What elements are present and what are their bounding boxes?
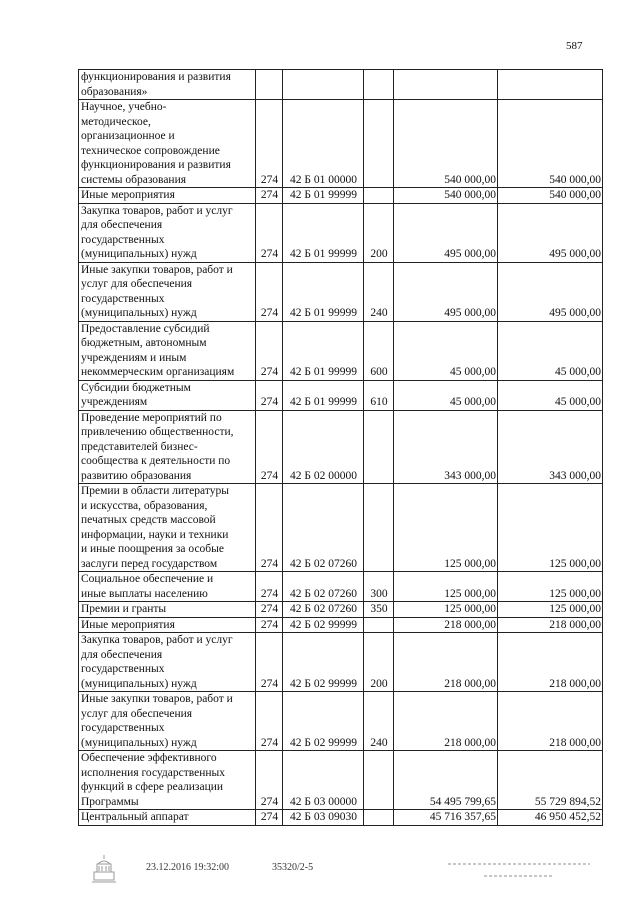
- expense-type-code: [364, 188, 394, 204]
- row-name: [79, 70, 256, 100]
- row-name-line: для обеспечения: [81, 219, 163, 231]
- target-article-code: 42 Б 03 00000: [283, 751, 364, 810]
- row-name-line: учреждениям и иным: [81, 351, 187, 364]
- amount-year-2: 45 000,00: [498, 380, 603, 410]
- department-code: 274: [256, 751, 283, 810]
- row-name-line: Премии и гранты: [81, 603, 167, 615]
- target-article-code: [283, 70, 364, 100]
- row-name: [79, 262, 256, 321]
- row-name-line: развитию образования: [81, 469, 192, 482]
- department-code: [256, 70, 283, 100]
- target-article-code: 42 Б 02 07260: [283, 602, 364, 618]
- expense-type-code: [364, 751, 394, 810]
- budget-table-body: [79, 70, 603, 826]
- amount-year-1: 125 000,00: [394, 602, 498, 618]
- faded-stamp-icon: [444, 856, 594, 886]
- footer-date: 23.12.2016 19:32:00: [146, 862, 230, 873]
- row-name-line: Закупка товаров, работ и услуг: [81, 204, 233, 217]
- table-row: [79, 810, 603, 826]
- department-code: 274: [256, 262, 283, 321]
- table-row: [79, 572, 603, 602]
- expense-type-code: 200: [364, 203, 394, 262]
- amount-year-1: 218 000,00: [394, 692, 498, 751]
- department-code: 274: [256, 572, 283, 602]
- amount-year-2: 218 000,00: [498, 617, 603, 633]
- amount-year-1: 54 495 799,65: [394, 751, 498, 810]
- amount-year-2: [498, 70, 603, 100]
- row-name-line: государственных: [81, 233, 165, 246]
- row-name-line: (муниципальных) нужд: [81, 736, 197, 749]
- amount-year-2: 495 000,00: [498, 203, 603, 262]
- amount-year-1: 45 716 357,65: [394, 810, 498, 826]
- amount-year-1: 540 000,00: [394, 100, 498, 188]
- row-name: [79, 321, 256, 380]
- row-name-line: исполнения государственных: [81, 766, 226, 779]
- target-article-code: 42 Б 01 99999: [283, 262, 364, 321]
- amount-year-1: 45 000,00: [394, 321, 498, 380]
- row-name-line: сообщества к деятельности по: [81, 455, 231, 467]
- target-article-code: 42 Б 02 07260: [283, 572, 364, 602]
- row-name-line: Предоставление субсидий: [81, 322, 210, 335]
- row-name-line: представителей бизнес-: [81, 440, 198, 453]
- department-code: 274: [256, 203, 283, 262]
- amount-year-1: 218 000,00: [394, 617, 498, 633]
- row-name-line: Проведение мероприятий по: [81, 411, 222, 424]
- amount-year-1: 540 000,00: [394, 188, 498, 204]
- table-row: [79, 484, 603, 572]
- row-name-line: учреждениям: [81, 396, 148, 408]
- amount-year-1: 45 000,00: [394, 380, 498, 410]
- amount-year-2: 540 000,00: [498, 188, 603, 204]
- row-name-line: функций в сфере реализации: [81, 781, 224, 793]
- table-row: [79, 633, 603, 692]
- row-name-line: привлечению общественности,: [81, 426, 234, 438]
- row-name-line: системы образования: [81, 173, 187, 186]
- row-name-line: государственных: [81, 722, 165, 734]
- row-name-line: бюджетным, автономным: [81, 337, 207, 349]
- row-name-line: Иные мероприятия: [81, 189, 175, 201]
- expense-type-code: 200: [364, 633, 394, 692]
- row-name: [79, 602, 256, 618]
- row-name-line: (муниципальных) нужд: [81, 307, 197, 319]
- page-number: 587: [566, 40, 583, 52]
- row-name-line: некоммерческим организациям: [81, 366, 235, 378]
- department-code: 274: [256, 321, 283, 380]
- table-row: [79, 380, 603, 410]
- table-row: [79, 70, 603, 100]
- row-name-line: государственных: [81, 663, 165, 675]
- department-code: 274: [256, 810, 283, 826]
- target-article-code: 42 Б 01 99999: [283, 380, 364, 410]
- row-name-line: Программы: [81, 795, 139, 808]
- row-name-line: (муниципальных) нужд: [81, 248, 197, 260]
- row-name-line: техническое сопровождение: [81, 144, 220, 157]
- row-name-line: Обеспечение эффективного: [81, 752, 217, 764]
- expense-type-code: 610: [364, 380, 394, 410]
- row-name-line: услуг для обеспечения: [81, 278, 193, 290]
- row-name-line: Иные мероприятия: [81, 618, 175, 631]
- amount-year-2: 218 000,00: [498, 633, 603, 692]
- expense-type-code: 240: [364, 262, 394, 321]
- table-row: [79, 751, 603, 810]
- row-name-line: и искусства, образования,: [81, 499, 208, 512]
- amount-year-1: 343 000,00: [394, 410, 498, 484]
- target-article-code: 42 Б 01 00000: [283, 100, 364, 188]
- table-row: [79, 617, 603, 633]
- row-name-line: для обеспечения: [81, 648, 163, 661]
- target-article-code: 42 Б 01 99999: [283, 203, 364, 262]
- row-name: [79, 484, 256, 572]
- row-name-line: печатных средств массовой: [81, 514, 216, 526]
- amount-year-2: 495 000,00: [498, 262, 603, 321]
- row-name-line: Закупка товаров, работ и услуг: [81, 634, 233, 646]
- row-name: [79, 410, 256, 484]
- department-code: 274: [256, 633, 283, 692]
- row-name-line: заслуги перед государством: [81, 557, 218, 570]
- expense-type-code: [364, 484, 394, 572]
- row-name-line: Социальное обеспечение и: [81, 573, 214, 585]
- department-code: 274: [256, 100, 283, 188]
- amount-year-1: 218 000,00: [394, 633, 498, 692]
- row-name-line: Иные закупки товаров, работ и: [81, 693, 233, 705]
- amount-year-1: 125 000,00: [394, 484, 498, 572]
- department-code: 274: [256, 617, 283, 633]
- row-name-line: Субсидии бюджетным: [81, 381, 191, 394]
- target-article-code: 42 Б 02 99999: [283, 617, 364, 633]
- seal-icon: [86, 852, 122, 888]
- row-name-line: функционирования и развития: [81, 159, 231, 171]
- row-name: [79, 572, 256, 602]
- row-name-line: информации, науки и техники: [81, 528, 229, 541]
- expense-type-code: [364, 410, 394, 484]
- table-row: [79, 602, 603, 618]
- table-row: [79, 692, 603, 751]
- expense-type-code: [364, 810, 394, 826]
- target-article-code: 42 Б 02 99999: [283, 692, 364, 751]
- row-name: [79, 380, 256, 410]
- target-article-code: 42 Б 01 99999: [283, 188, 364, 204]
- row-name: [79, 751, 256, 810]
- budget-table: [78, 69, 603, 826]
- row-name-line: (муниципальных) нужд: [81, 677, 197, 690]
- department-code: 274: [256, 410, 283, 484]
- row-name: [79, 692, 256, 751]
- department-code: 274: [256, 380, 283, 410]
- target-article-code: 42 Б 03 09030: [283, 810, 364, 826]
- expense-type-code: [364, 617, 394, 633]
- department-code: 274: [256, 692, 283, 751]
- amount-year-2: 343 000,00: [498, 410, 603, 484]
- table-row: [79, 262, 603, 321]
- target-article-code: 42 Б 02 07260: [283, 484, 364, 572]
- amount-year-1: 495 000,00: [394, 262, 498, 321]
- amount-year-2: 540 000,00: [498, 100, 603, 188]
- row-name-line: Научное, учебно-: [81, 101, 167, 113]
- expense-type-code: [364, 100, 394, 188]
- table-row: [79, 321, 603, 380]
- amount-year-2: 125 000,00: [498, 572, 603, 602]
- row-name: [79, 203, 256, 262]
- expense-type-code: 300: [364, 572, 394, 602]
- amount-year-2: 45 000,00: [498, 321, 603, 380]
- amount-year-2: 125 000,00: [498, 484, 603, 572]
- row-name: [79, 810, 256, 826]
- row-name-line: организационное и: [81, 130, 175, 142]
- department-code: 274: [256, 484, 283, 572]
- expense-type-code: 600: [364, 321, 394, 380]
- footer-document-id: 35320/2-5: [272, 862, 314, 873]
- row-name: [79, 617, 256, 633]
- row-name-line: методическое,: [81, 115, 151, 128]
- row-name-line: функционирования и развития: [81, 71, 231, 83]
- expense-type-code: [364, 70, 394, 100]
- department-code: 274: [256, 602, 283, 618]
- row-name-line: государственных: [81, 292, 165, 305]
- row-name-line: Иные закупки товаров, работ и: [81, 263, 233, 276]
- target-article-code: 42 Б 01 99999: [283, 321, 364, 380]
- amount-year-1: 125 000,00: [394, 572, 498, 602]
- row-name-line: и иные поощрения за особые: [81, 543, 224, 555]
- row-name: [79, 188, 256, 204]
- amount-year-2: 55 729 894,52: [498, 751, 603, 810]
- amount-year-2: 46 950 452,52: [498, 810, 603, 826]
- target-article-code: 42 Б 02 99999: [283, 633, 364, 692]
- department-code: 274: [256, 188, 283, 204]
- expense-type-code: 240: [364, 692, 394, 751]
- table-row: [79, 188, 603, 204]
- row-name-line: иные выплаты населению: [81, 587, 208, 600]
- target-article-code: 42 Б 02 00000: [283, 410, 364, 484]
- row-name-line: услуг для обеспечения: [81, 707, 193, 720]
- row-name: [79, 100, 256, 188]
- amount-year-2: 218 000,00: [498, 692, 603, 751]
- amount-year-2: 125 000,00: [498, 602, 603, 618]
- expense-type-code: 350: [364, 602, 394, 618]
- table-row: [79, 203, 603, 262]
- row-name-line: образования»: [81, 85, 148, 98]
- row-name-line: Центральный аппарат: [81, 811, 189, 823]
- amount-year-1: [394, 70, 498, 100]
- row-name: [79, 633, 256, 692]
- row-name-line: Премии в области литературы: [81, 485, 229, 497]
- amount-year-1: 495 000,00: [394, 203, 498, 262]
- table-row: [79, 410, 603, 484]
- table-row: [79, 100, 603, 188]
